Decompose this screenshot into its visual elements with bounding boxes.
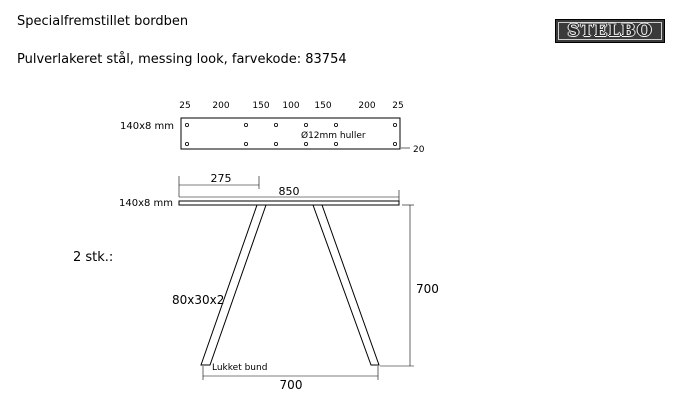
top-section-label: 140x8 mm — [119, 198, 174, 209]
hole-note: Ø12mm huller — [301, 131, 366, 141]
hole — [244, 123, 247, 126]
spacing-dim: 100 — [282, 101, 300, 111]
hole — [393, 123, 396, 126]
edge-dim: 20 — [413, 145, 425, 155]
hole — [274, 142, 277, 145]
spacing-dim: 200 — [358, 101, 376, 111]
logo-text: STELBO — [567, 21, 653, 41]
bottom-width-dim: 700 — [279, 378, 303, 392]
spacing-dim: 150 — [252, 101, 270, 111]
hole — [393, 142, 396, 145]
hole — [244, 142, 247, 145]
spacing-dim: 25 — [179, 101, 191, 111]
plate-top-view — [120, 101, 425, 155]
drawing-title: Specialfremstillet bordben — [17, 14, 189, 29]
hole — [334, 142, 337, 145]
top-length-dim: 850 — [278, 185, 300, 198]
plate-outline — [181, 118, 400, 149]
leg-right — [313, 205, 379, 365]
leg-profile-label: 80x30x2 — [172, 293, 225, 307]
closed-bottom-note: Lukket bund — [212, 363, 268, 373]
hole — [304, 142, 307, 145]
height-dim: 700 — [416, 282, 439, 296]
quantity-label: 2 stk.: — [73, 250, 114, 265]
hole — [304, 123, 307, 126]
hole — [334, 123, 337, 126]
spacing-dim: 25 — [392, 101, 404, 111]
hole — [185, 123, 188, 126]
spacing-dim: 150 — [314, 101, 332, 111]
frame-front-view — [119, 172, 439, 392]
hole-spacing-dims — [179, 101, 403, 111]
leg-left — [201, 205, 266, 365]
finish-spec: Pulverlakeret stål, messing look, farvekode: 83754 — [17, 52, 347, 67]
hole — [274, 123, 277, 126]
offset-dim: 275 — [210, 172, 232, 185]
hole — [185, 142, 188, 145]
plate-section-label: 140x8 mm — [120, 121, 175, 132]
top-plate-side — [179, 201, 399, 205]
spacing-dim: 200 — [212, 101, 230, 111]
